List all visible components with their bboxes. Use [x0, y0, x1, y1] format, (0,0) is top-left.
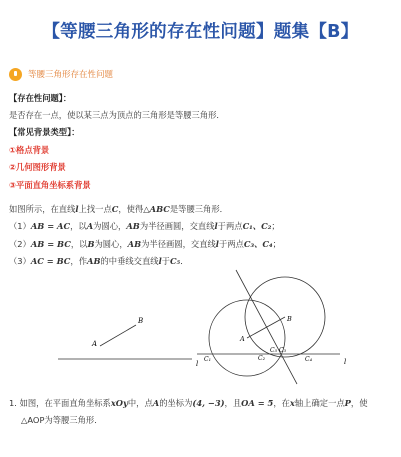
- problem-1-line-1: 1. 如图，在平面直角坐标系xOy中，点A的坐标为(4, −3)，且OA = 5，在x轴上确定一点P，使: [9, 398, 368, 408]
- type-coordinate: ③平面直角坐标系背景: [9, 180, 91, 190]
- case-2: （2）AB = BC，以B为圆心，AB为半径画圆，交直线l于两点C₃、C₄；: [9, 239, 281, 249]
- segment-ab-left: [100, 325, 136, 346]
- problem-1-line-2: △AOP为等腰三角形．: [21, 415, 103, 425]
- type-grid: ①格点背景: [9, 145, 50, 155]
- label-b-right: B: [287, 315, 292, 323]
- construction-figure: [0, 266, 401, 386]
- label-c1: C₁: [204, 356, 211, 363]
- case-1: （1）AB = AC，以A为圆心，AB为半径画圆，交直线l于两点C₁、C₂；: [9, 221, 280, 231]
- label-c4: C₄: [305, 356, 312, 363]
- section-header: [9, 66, 113, 82]
- label-l-mid: l: [196, 360, 199, 368]
- type-geometry: ②几何图形背景: [9, 162, 66, 172]
- heading-types: 【常见背景类型】：: [9, 127, 80, 137]
- label-a-left: A: [92, 340, 98, 348]
- label-l-right: l: [344, 358, 347, 366]
- segment-ab-right: [247, 317, 285, 338]
- heading-existence: 【存在性问题】：: [9, 93, 72, 103]
- label-c2: C₂: [258, 355, 265, 362]
- intro-text: 如图所示，在直线l上找一点C，使得△ABC是等腰三角形．: [9, 204, 228, 214]
- page-title: 【等腰三角形的存在性问题】题集【B】: [42, 22, 359, 42]
- label-b-left: B: [138, 317, 144, 325]
- definition-text: 是否存在一点，使以某三点为顶点的三角形是等腰三角形．: [9, 110, 225, 120]
- label-c3: C₃: [279, 347, 286, 354]
- section-label: 等腰三角形存在性问题: [28, 70, 114, 80]
- perpendicular-bisector: [236, 270, 297, 384]
- case-3: （3）AC = BC，作AB的中垂线交直线l于C₅．: [9, 256, 189, 266]
- label-a-right: A: [240, 335, 245, 343]
- lightbulb-icon: [9, 68, 22, 81]
- label-c5: C₅: [270, 347, 277, 354]
